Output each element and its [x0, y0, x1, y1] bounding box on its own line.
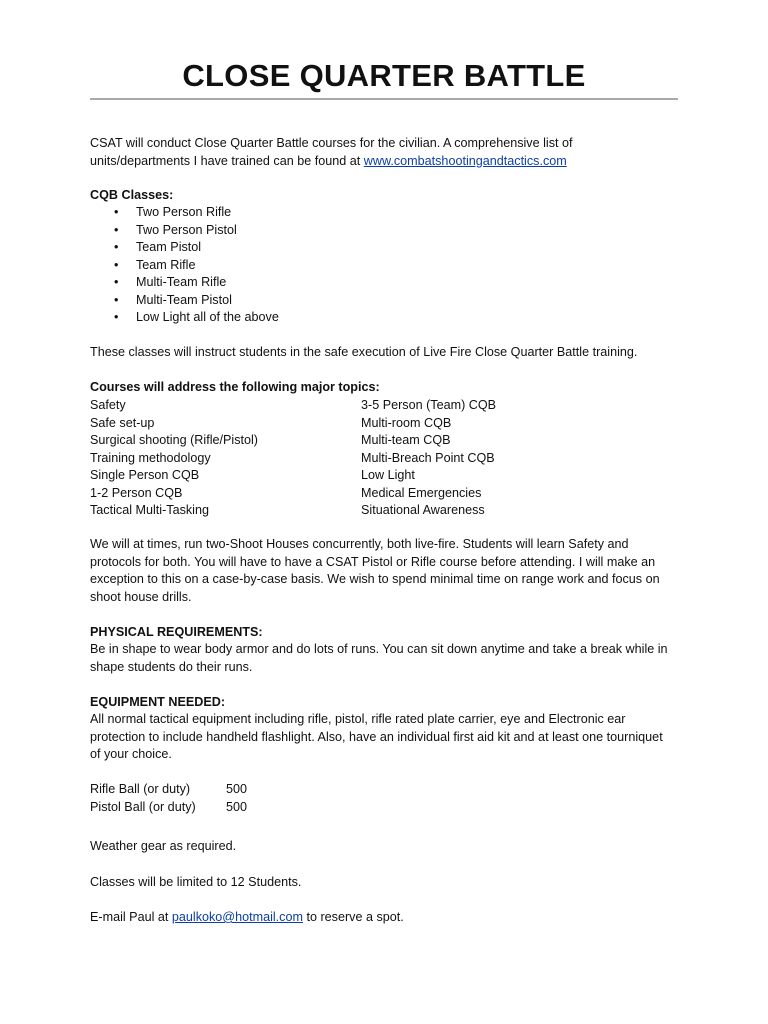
equipment-heading: EQUIPMENT NEEDED:	[90, 695, 226, 709]
title-divider	[90, 98, 678, 100]
topic-right: Multi-room CQB	[361, 415, 452, 430]
shoot-house-line: exception to this on a case-by-case basis. We wish to spend minimal time on range work and focus on	[90, 572, 660, 586]
email-link[interactable]: paulkoko@hotmail.com	[171, 910, 303, 924]
ammo-name: Pistol Ball (or duty)	[90, 799, 196, 814]
topic-right: Medical Emergencies	[361, 485, 482, 500]
list-item	[90, 257, 279, 275]
list-item	[90, 292, 279, 310]
topic-left: Training methodology	[90, 450, 211, 465]
bullet-icon: •	[114, 222, 119, 237]
table-row	[90, 502, 690, 520]
ammo-row	[90, 799, 390, 817]
bullet-icon: •	[114, 275, 119, 289]
cqb-class-label: Team Pistol	[136, 240, 202, 254]
table-row	[90, 485, 690, 503]
contact-line	[90, 909, 690, 927]
cqb-class-label: Team Rifle	[136, 257, 196, 272]
ammo-row	[90, 781, 390, 799]
table-row	[90, 415, 690, 433]
physical-line: shape students do their runs.	[90, 659, 253, 674]
topic-left: Surgical shooting (Rifle/Pistol)	[90, 433, 258, 447]
shoot-house-line: protocols for both. You will have to have a CSAT Pistol or Rifle course before attending. I will make an	[90, 554, 656, 569]
shoot-house-paragraph	[90, 536, 690, 606]
classes-note: These classes will instruct students in the safe execution of Live Fire Close Quarter Battle training.	[90, 345, 638, 359]
list-item	[90, 309, 279, 327]
equipment-line: of your choice.	[90, 747, 172, 761]
intro-line-1: CSAT will conduct Close Quarter Battle courses for the civilian. A comprehensive list of	[90, 136, 573, 150]
cqb-classes-list	[90, 204, 279, 327]
topics-table	[90, 397, 690, 520]
ammo-qty: 500	[226, 782, 248, 796]
topic-right: Multi-Breach Point CQB	[361, 450, 495, 465]
topic-left: Tactical Multi-Tasking	[90, 503, 209, 517]
class-limit-note: Classes will be limited to 12 Students.	[90, 875, 302, 889]
topic-left: Single Person CQB	[90, 468, 200, 482]
topics-heading: Courses will address the following major topics:	[90, 380, 380, 394]
shoot-house-line: shoot house drills.	[90, 589, 192, 604]
list-item	[90, 204, 279, 222]
cqb-class-label: Low Light all of the above	[136, 310, 279, 324]
bullet-icon: •	[114, 292, 119, 307]
list-item	[90, 239, 279, 257]
table-row	[90, 397, 690, 415]
list-item	[90, 274, 279, 292]
cqb-class-label: Two Person Pistol	[136, 222, 237, 237]
physical-paragraph	[90, 641, 690, 676]
list-item	[90, 222, 279, 240]
equipment-line: All normal tactical equipment including rifle, pistol, rifle rated plate carrier, eye and Electronic ear	[90, 712, 626, 726]
equipment-paragraph	[90, 711, 690, 764]
intro-paragraph	[90, 135, 690, 170]
topic-right: Low Light	[361, 468, 415, 482]
page-title: CLOSE QUARTER BATTLE	[182, 58, 586, 93]
cqb-class-label: Multi-Team Rifle	[136, 275, 227, 289]
table-row	[90, 467, 690, 485]
equipment-line: protection to include handheld flashlight. Also, have an individual first aid kit and at least one tourniquet	[90, 729, 663, 744]
ammo-name: Rifle Ball (or duty)	[90, 782, 191, 796]
website-link[interactable]: www.combatshootingandtactics.com	[363, 153, 567, 168]
cqb-class-label: Two Person Rifle	[136, 205, 232, 219]
cqb-classes-heading: CQB Classes:	[90, 188, 174, 202]
intro-line-2: units/departments I have trained can be found at	[90, 153, 364, 168]
bullet-icon: •	[114, 310, 119, 324]
ammo-list	[90, 781, 390, 816]
physical-line: Be in shape to wear body armor and do lots of runs. You can sit down anytime and take a break while in	[90, 642, 668, 656]
shoot-house-line: We will at times, run two-Shoot Houses concurrently, both live-fire. Students will learn Safety and	[90, 537, 629, 551]
bullet-icon: •	[114, 205, 119, 219]
contact-suffix: to reserve a spot.	[302, 910, 404, 924]
bullet-icon: •	[114, 240, 119, 254]
bullet-icon: •	[114, 257, 119, 272]
table-row	[90, 432, 690, 450]
cqb-class-label: Multi-Team Pistol	[136, 292, 232, 307]
physical-heading: PHYSICAL REQUIREMENTS:	[90, 625, 263, 639]
topic-left: Safe set-up	[90, 415, 155, 430]
weather-note: Weather gear as required.	[90, 839, 237, 853]
topic-right: Situational Awareness	[361, 503, 485, 517]
ammo-qty: 500	[226, 799, 248, 814]
table-row	[90, 450, 690, 468]
topic-right: 3-5 Person (Team) CQB	[361, 398, 497, 412]
contact-prefix: E-mail Paul at	[90, 910, 172, 924]
topic-left: 1-2 Person CQB	[90, 485, 183, 500]
topic-right: Multi-team CQB	[361, 433, 451, 447]
topic-left: Safety	[90, 398, 126, 412]
